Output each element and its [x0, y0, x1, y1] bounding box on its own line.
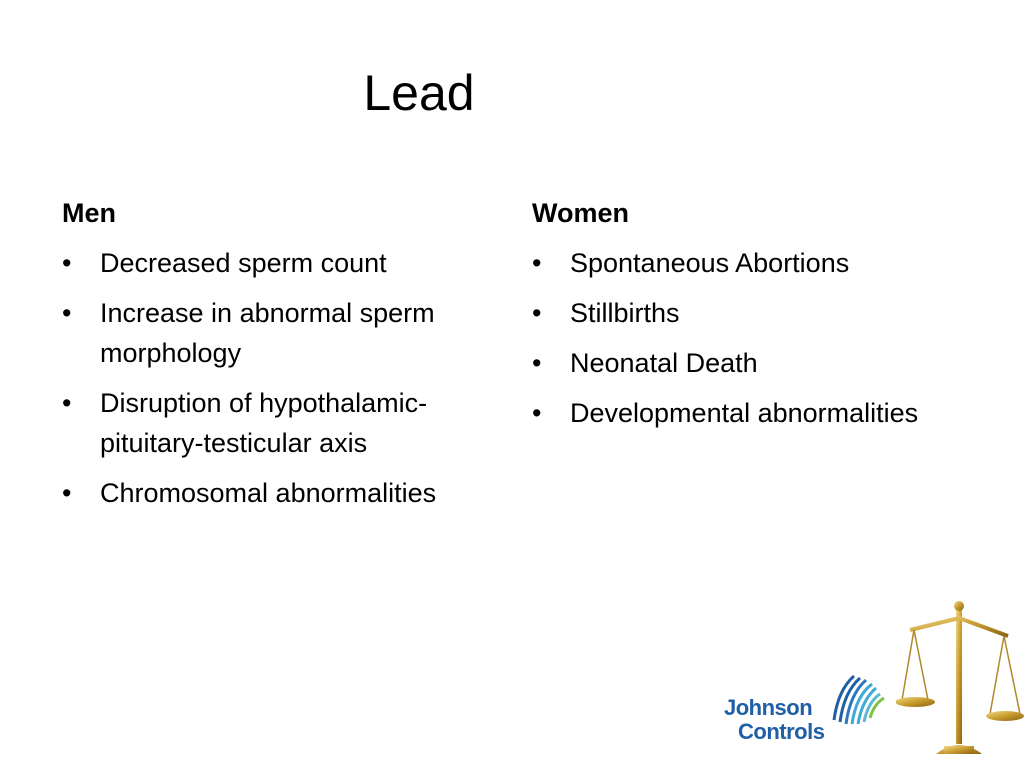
list-item: • Neonatal Death: [532, 343, 952, 383]
scales-of-justice-icon: [896, 596, 1024, 756]
men-column: [62, 198, 512, 523]
johnson-controls-logo: [724, 672, 894, 752]
bullet-icon: •: [62, 388, 72, 418]
bullet-icon: •: [532, 348, 542, 378]
list-item: • Spontaneous Abortions: [532, 243, 952, 283]
bullet-icon: •: [532, 298, 542, 328]
list-item: • Developmental abnormalities: [532, 393, 952, 433]
bullet-icon: •: [62, 248, 72, 278]
logo-mark-icon: [828, 672, 888, 728]
bullet-icon: •: [62, 298, 72, 328]
bullet-icon: •: [62, 478, 72, 508]
bullet-icon: •: [532, 398, 542, 428]
men-list: [62, 243, 512, 513]
women-column: [532, 198, 952, 443]
slide-title: Lead: [363, 65, 475, 121]
list-item: • Decreased sperm count: [62, 243, 512, 283]
women-list: [532, 243, 952, 433]
list-item: • Increase in abnormal sperm morphology: [62, 293, 512, 373]
list-item: • Chromosomal abnormalities: [62, 473, 512, 513]
men-heading: Men: [62, 198, 116, 228]
women-heading: Women: [532, 198, 630, 228]
logo-text-line2: Controls: [738, 719, 825, 744]
list-item: • Disruption of hypothalamic-pituitary-testicular axis: [62, 383, 512, 463]
list-item: • Stillbirths: [532, 293, 952, 333]
logo-text-line1: Johnson: [724, 695, 813, 720]
bullet-icon: •: [532, 248, 542, 278]
